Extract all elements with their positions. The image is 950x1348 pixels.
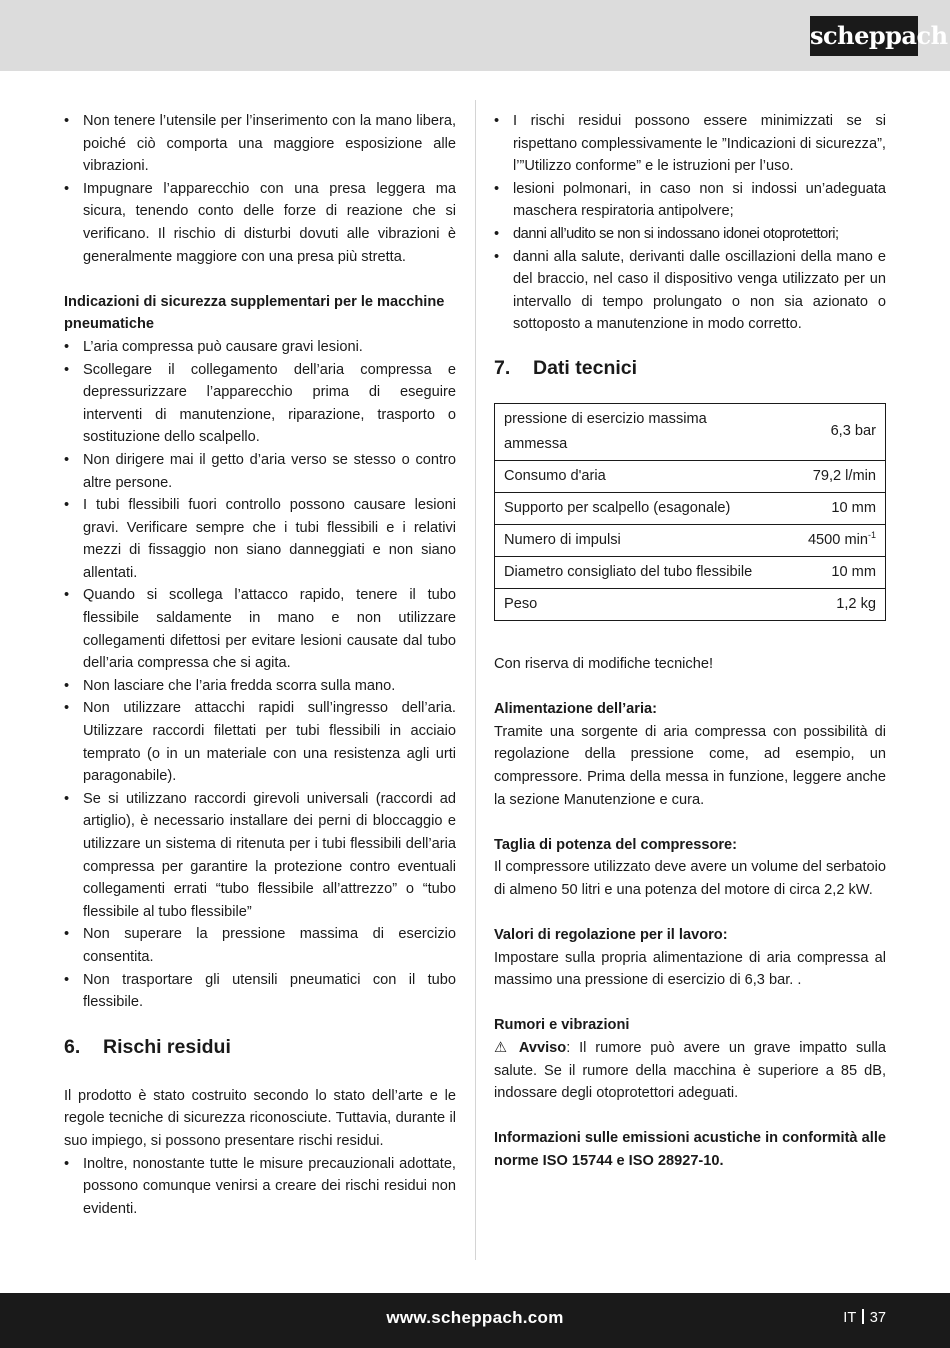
list-item: • Non utilizzare attacchi rapidi sull’ingresso dell’aria. Utilizzare raccordi filettati per tubi flessibili in acciaio temprato (o in un materiale con una resistenza agli urti paragonabile). [64,697,456,787]
table-row [495,556,886,588]
list-item: • Non tenere l’utensile per l’inserimento con la mano libera, poiché ciò comporta una maggiore esposizione alle vibrazioni. [64,110,456,178]
air-supply-heading: Alimentazione dell’aria: [494,701,658,718]
spec-label: Supporto per scalpello (esagonale) [495,492,764,524]
section-title-text: Rischi residui [103,1035,231,1058]
table-row [495,588,886,620]
section-6-list [64,1153,456,1221]
spec-value: 10 mm [763,492,886,524]
air-supply-text: Tramite una sorgente di aria compressa con possibilità di regolazione della pressione come, ad esempio, un compressore. Prima della messa in funzione, leggere anche la sezione Manutenzione e cura. [494,723,886,808]
list-item: • Inoltre, nonostante tutte le misure precauzionali adottate, possono comunque venirsi a creare dei rischi residui non evidenti. [64,1153,456,1221]
list-item: • lesioni polmonari, in caso non si indossi un’adeguata maschera respiratoria antipolvere; [494,178,886,223]
section-6-intro: Il prodotto è stato costruito secondo lo stato dell’arte e le regole tecniche di sicurezza riconosciute. Tuttavia, durante il suo impiego, si possono presentare rischi residui. [64,1087,456,1149]
section-title-text: Dati tecnici [533,356,638,379]
page-number [843,1309,886,1326]
settings-text: Impostare sulla propria alimentazione di aria compressa al massimo una pressione di esercizio di 6,3 bar. . [494,949,886,989]
table-row [495,524,886,556]
list-item: • Impugnare l’apparecchio con una presa leggera ma sicura, tenendo conto delle forze di reazione che si verificano. Il rischio di disturbi dovuti alle vibrazioni è generalmente maggiore con una presa più stretta. [64,178,456,268]
list-item: • danni alla salute, derivanti dalle oscillazioni della mano e del braccio, nel caso il dispositivo venga utilizzato per un intervallo di tempo prolungato o non sia azionato o sottoposto a manutenzione in modo corretto. [494,246,886,336]
noise-warning [494,1037,886,1105]
warning-label: Avviso [518,1040,567,1057]
spec-label: Peso [495,588,764,620]
header-band [0,0,950,71]
website-url: www.scheppach.com [386,1308,564,1327]
column-divider [475,100,476,1260]
list-item: • Se si utilizzano raccordi girevoli universali (raccordi ad artiglio), è necessario installare dei perni di bloccaggio e utilizzare un sistema di ritenuta per i tubi flessibili dell’aria compressa per garantire la protezione contro eventuali collegamenti errati “tubo flessibile all’attrezzo” o “tubo flessibile al tubo flessibile” [64,788,456,924]
spec-value: 79,2 l/min [763,460,886,492]
table-row [495,492,886,524]
vibration-list [64,110,456,268]
list-item: • danni all’udito se non si indossano idonei otoprotettori; [494,223,886,246]
emissions-heading: Informazioni sulle emissioni acustiche in conformità alle norme ISO 15744 e ISO 28927-10. [494,1130,886,1169]
list-item: • Non dirigere mai il getto d’aria verso se stesso o contro altre persone. [64,449,456,494]
list-item: • L’aria compressa può causare gravi lesioni. [64,336,456,359]
residual-risks-list [494,110,886,336]
list-item: • Non trasportare gli utensili pneumatici con il tubo flessibile. [64,969,456,1014]
section-7-title [494,355,886,381]
list-item: • Non lasciare che l’aria fredda scorra sulla mano. [64,675,456,698]
page-number-value: 37 [869,1310,886,1326]
spec-value: 10 mm [763,556,886,588]
warning-text: : Il rumore può avere un grave impatto sulla salute. Se il rumore della macchina è superiore a 85 dB, indossare degli otoprotettori adeguati. [494,1040,886,1102]
list-item: • Quando si scollega l’attacco rapido, tenere il tubo flessibile saldamente in mano e non utilizzare collegamenti difettosi per evitare lesioni causate dal tubo dell’aria compressa che si agita. [64,584,456,674]
brand-logo: scheppach [810,16,918,56]
noise-heading: Rumori e vibrazioni [494,1017,630,1034]
settings-heading: Valori di regolazione per il lavoro: [494,927,728,944]
warning-icon: ⚠ [494,1040,508,1057]
language-code: IT [843,1310,857,1326]
list-item: • I tubi flessibili fuori controllo possono causare lesioni gravi. Verificare sempre che i tubi flessibili e i relativi mezzi di fissaggio non siano danneggiati e non siano allentati. [64,494,456,584]
list-item: • I rischi residui possono essere minimizzati se si rispettano complessivamente le ”Indicazioni di sicurezza”, l’”Utilizzo conforme” e le istruzioni per l’uso. [494,110,886,178]
pneumatic-safety-list [64,336,456,1014]
spec-label: Diametro consigliato del tubo flessibile [495,556,764,588]
left-column [64,110,456,1220]
list-item: • Scollegare il collegamento dell’aria compressa e depressurizzare l’apparecchio prima di eseguire interventi di manutenzione, riparazione, trasporto o sostituzione dello scalpello. [64,359,456,449]
technical-data-table [494,403,886,621]
spec-value: 1,2 kg [763,588,886,620]
right-column [494,110,886,1173]
section-number: 6. [64,1035,81,1058]
compressor-heading: Taglia di potenza del compressore: [494,836,738,853]
section-number: 7. [494,356,511,379]
spec-label: pressione di esercizio massima ammessa [495,403,764,460]
compressor-text: Il compressore utilizzato deve avere un volume del serbatoio di almeno 50 litri e una potenza del motore di circa 2,2 kW. [494,859,886,898]
list-item: • Non superare la pressione massima di esercizio consentita. [64,923,456,968]
spec-value: 6,3 bar [763,403,886,460]
spec-value: 4500 $\min^{-1}$ [763,524,886,556]
spec-label: Consumo d'aria [495,460,764,492]
table-row [495,460,886,492]
pneumatic-safety-heading: Indicazioni di sicurezza supplementari per le macchine pneumatiche [64,293,445,333]
table-row [495,403,886,460]
footer [0,1293,950,1348]
page-separator [862,1309,864,1324]
spec-label: Numero di impulsi [495,524,764,556]
section-6-title [64,1034,456,1060]
technical-changes-note: Con riserva di modifiche tecniche! [494,655,714,672]
